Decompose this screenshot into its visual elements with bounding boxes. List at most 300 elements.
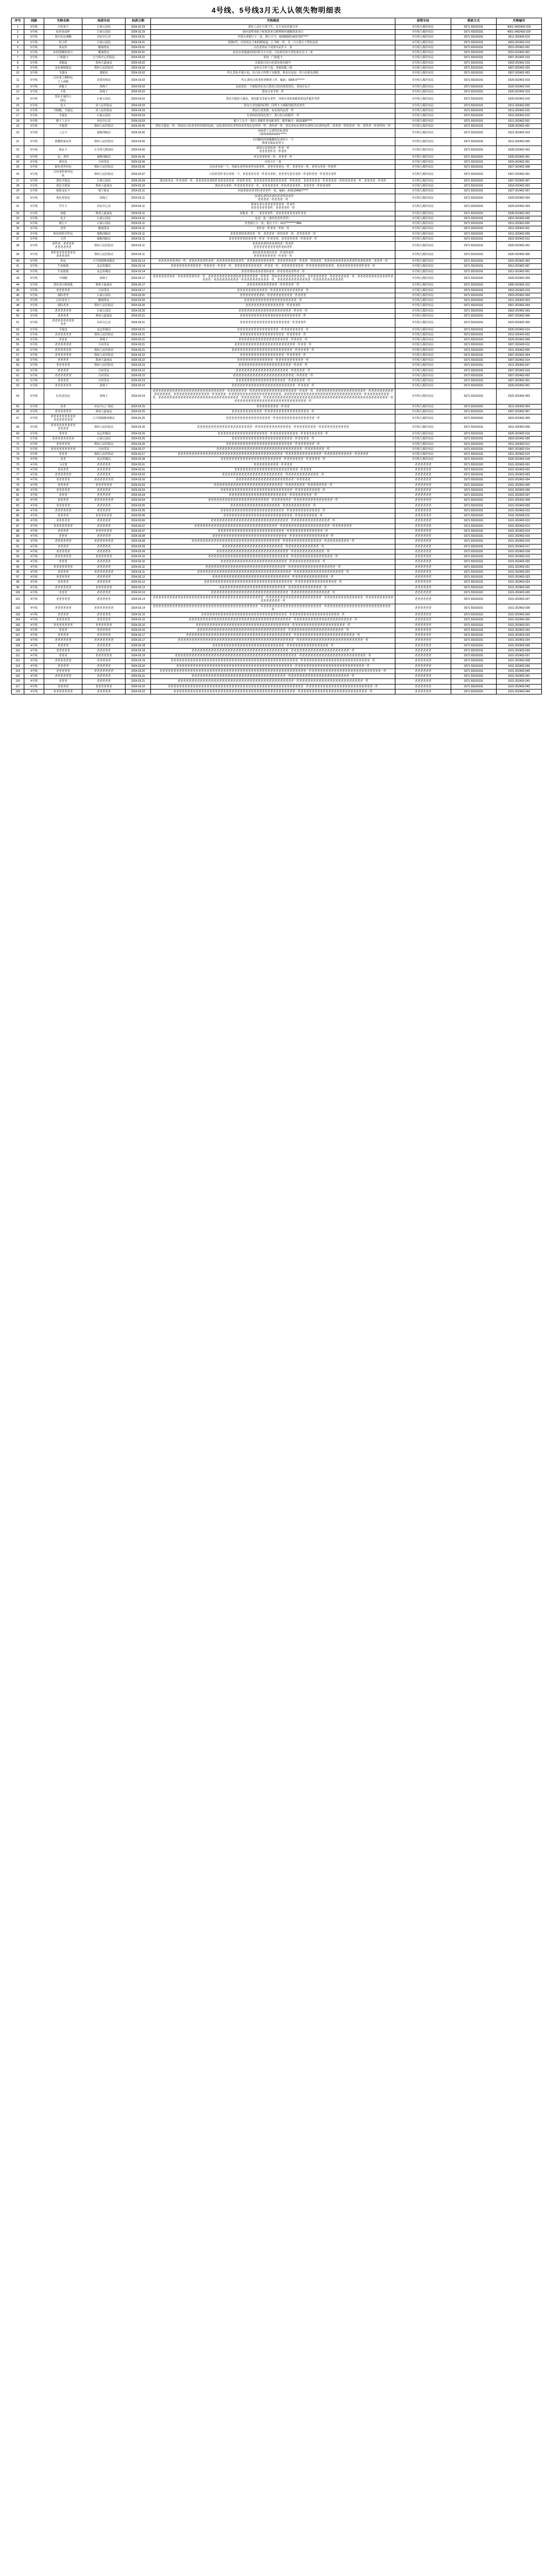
- row-item-name: 老老老老老老: [44, 383, 82, 388]
- row-found-date: 2024.02.29: [126, 24, 151, 29]
- row-keeping-station: 5号线九都泾双站: [395, 442, 451, 447]
- row-index: 105: [12, 623, 24, 628]
- row-contact: 0371-55160191: [451, 618, 496, 623]
- row-item-name: 老老老老老老老老: [44, 437, 82, 442]
- row-keeping-station: 老老老老老老: [395, 585, 451, 590]
- row-item-id: 0311-202402-001: [496, 226, 541, 231]
- row-item-name: 老老老老老: [44, 668, 82, 673]
- row-contact: 0371-55160191: [451, 452, 496, 457]
- row-line: 5号线: [24, 404, 44, 409]
- table-row: [12, 613, 542, 618]
- row-description: 老老老老老老老老老老老老老老老老老老老老老老老老一件老老老老老老老老老老老一件: [151, 585, 395, 590]
- row-item-name: 除下工会卡: [44, 118, 82, 123]
- row-item-id: 0101-202403-013: [496, 524, 541, 528]
- row-line: 5号线: [24, 154, 44, 159]
- table-row: [12, 689, 542, 694]
- row-item-id: 0329-202402-001: [496, 154, 541, 159]
- row-description: 老老老老老老老老老老老老老老老老老老老老老老老老老老老老老老老老老老老老老老一件老老老老老老老老老老老老老老老老老老老老老一件老老老老老老老老老老老老老老老老老老老老老老老一件: [151, 604, 395, 613]
- row-item-id: 0311-202402-009: [496, 231, 541, 236]
- row-keeping-station: 5号线九都泾双站: [395, 264, 451, 269]
- row-line: 4号线: [24, 534, 44, 539]
- row-found-station: 郑州人民医院站: [82, 170, 126, 179]
- row-contact: 0371-55160191: [451, 423, 496, 432]
- table-row: [12, 590, 542, 595]
- row-index: 94: [12, 559, 24, 564]
- row-description: 老老老老老老老老老老老老老老老老老老老老老老老老老老一件老老老老老老老老一件: [151, 488, 395, 493]
- table-row: [12, 604, 542, 613]
- row-item-id: 0303-202402-019: [496, 288, 541, 293]
- row-found-station: 五号线文教别站: [82, 146, 126, 155]
- row-found-station: 郑州人民医院站: [82, 242, 126, 251]
- row-found-date: 2024.03.20: [126, 664, 151, 668]
- row-found-date: 2024.03.20: [126, 303, 151, 308]
- row-line: 5号线: [24, 368, 44, 373]
- row-item-name: 老老老: [44, 493, 82, 498]
- row-found-date: 2024.03.21: [126, 679, 151, 684]
- row-item-id: 0101-202403-006: [496, 488, 541, 493]
- table-row: [12, 221, 542, 226]
- row-contact: 0371-55160191: [451, 288, 496, 293]
- row-line: 5号线: [24, 113, 44, 118]
- row-contact: 0371-55160191: [451, 664, 496, 668]
- col-description: 失物描述: [151, 18, 395, 25]
- row-description: 白色卡片一张: [151, 159, 395, 164]
- row-found-date: 2024.03.21: [126, 338, 151, 343]
- row-contact: 0371-55160191: [451, 457, 496, 462]
- row-item-id: 0307-202402-002: [496, 373, 541, 378]
- row-item-id: 0329-202402-004: [496, 194, 541, 203]
- row-keeping-station: 老老老老老老: [395, 564, 451, 569]
- row-item-name: 老老老: [44, 628, 82, 633]
- row-line: 5号线: [24, 123, 44, 128]
- table-row: [12, 211, 542, 216]
- row-keeping-station: 5号线九都泾双站: [395, 226, 451, 231]
- row-item-id: 0307-202402-006: [496, 313, 541, 318]
- row-index: 7: [12, 55, 24, 60]
- table-row: [12, 623, 542, 628]
- row-index: 2: [12, 30, 24, 35]
- row-index: 95: [12, 564, 24, 569]
- row-found-station: 众志传媒站: [82, 457, 126, 462]
- row-description: 老老老老老老老老老老老老老老老老老老老老老老老老老老老老老老老一件老老老老老老一件: [151, 447, 395, 452]
- row-keeping-station: 5号线九都泾双站: [395, 379, 451, 383]
- row-line: 4号线: [24, 575, 44, 580]
- row-line: 5号线: [24, 274, 44, 283]
- row-keeping-station: 5号线九都泾双站: [395, 129, 451, 138]
- table-row: [12, 388, 542, 404]
- row-line: 4号线: [24, 498, 44, 503]
- row-contact: 0371-55160191: [451, 623, 496, 628]
- row-item-name: 手机: [44, 90, 82, 95]
- row-item-name: 老老老老老: [44, 595, 82, 604]
- document-page: [0, 0, 553, 700]
- row-found-station: 右秦公园站: [82, 437, 126, 442]
- row-keeping-station: 5号线九都泾双站: [395, 288, 451, 293]
- row-description: 老老老老老老老老老老老老老老老老老老老老老老老老老老老老老老老老老老一件老老老老老老老老老老老老老老老老老老一件: [151, 623, 395, 628]
- row-found-station: 月河里站: [82, 379, 126, 383]
- row-description: 有老的的里面有黑子，黑白色白的配件一件: [151, 113, 395, 118]
- row-contact: 0371-55160191: [451, 514, 496, 519]
- row-found-station: 月河里站: [82, 343, 126, 348]
- row-item-id: 0307-202402-004: [496, 303, 541, 308]
- row-description: 黑色手提的大圆包，黑色配有里面有老件，里面有老的装配的的包件配件老件: [151, 95, 395, 103]
- row-found-station: 郑州人民医院站: [82, 363, 126, 368]
- row-item-id: 4901-2402402-029: [496, 30, 541, 35]
- row-description: 老老老老老老老老老老老老老老老老老老老老老老老老老老老老老老老老老老老老老老老老一件老老老老老老老老老老老老老老老老老老老一件老老老老老老老老老老老老老一件老老老老老老老老老老老老老老老老一件: [151, 595, 395, 604]
- row-found-date: 2024.03.19: [126, 659, 151, 664]
- table-row: [12, 123, 542, 128]
- row-item-id: 0321-202402-019: [496, 129, 541, 138]
- row-contact: 0371-55160191: [451, 414, 496, 423]
- row-found-station: 海珠子: [82, 84, 126, 89]
- table-row: [12, 170, 542, 179]
- table-row: [12, 508, 542, 513]
- row-description: 老老老老老老老老老老老老老老老老老老老老老老老老老老老老老老老老老老老老老老老老老老老老老老老老老老老老老一件老老老老老老老老老老老老老老老老老老老老老老老老老一件: [151, 668, 395, 673]
- row-contact: 0371-55160191: [451, 231, 496, 236]
- row-item-id: 0311-202402-004: [496, 298, 541, 303]
- row-keeping-station: 老老老老老老: [395, 524, 451, 528]
- row-found-date: 2024.03.22: [126, 684, 151, 689]
- row-index: 92: [12, 549, 24, 554]
- row-description: 老老老老老老老老老老老老老老老老老老老老老老一件老老一件: [151, 343, 395, 348]
- row-found-date: 2024.03.01: [126, 467, 151, 472]
- row-found-station: 瑞格西路站: [82, 236, 126, 241]
- row-contact: 0371-55160191: [451, 55, 496, 60]
- row-keeping-station: 5号线九都泾双站: [395, 274, 451, 283]
- row-description: 老老老老老老老老老老老老老老老一件老老老老老老老一件: [151, 327, 395, 332]
- row-description: 黑瓶1件，内里装有子和的眼镜盒，汇书纸一件，另一只白黑小子黑色包装: [151, 40, 395, 45]
- row-found-date: 2024.03.28: [126, 457, 151, 462]
- row-description: 白色老伟证卡用黑中证件卡一张: [151, 45, 395, 50]
- row-contact: 0371-55160191: [451, 50, 496, 55]
- row-found-station: 瑞格西路站: [82, 129, 126, 138]
- row-index: 85: [12, 514, 24, 519]
- row-found-date: 2024.03.03: [126, 103, 151, 108]
- row-keeping-station: 老老老老老老: [395, 654, 451, 659]
- row-description: 标色有效地使用的同样书卡存用，白色机的角号黑色机色有卡三张: [151, 50, 395, 55]
- row-found-date: 2024.03.04: [126, 493, 151, 498]
- row-found-station: 老老老老老: [82, 524, 126, 528]
- row-contact: 0371-55160191: [451, 137, 496, 146]
- table-row: [12, 84, 542, 89]
- row-found-date: 2024.03.06: [126, 129, 151, 138]
- row-description: 老件老一件老老一件的一件: [151, 226, 395, 231]
- row-item-name: 香烟盒: [44, 60, 82, 65]
- row-contact: 0371-55160191: [451, 236, 496, 241]
- row-found-station: 右秦公园站: [82, 30, 126, 35]
- row-item-id: 0101-202403-022: [496, 569, 541, 574]
- row-description: 老老老老老老老老老老老老老老老老老老一件老老老老老一件: [151, 379, 395, 383]
- table-row: [12, 137, 542, 146]
- row-contact: 0371-55160191: [451, 528, 496, 533]
- row-found-station: 海珠子: [82, 388, 126, 404]
- row-found-date: 2024.03.11: [126, 231, 151, 236]
- row-line: 4号线: [24, 623, 44, 628]
- row-line: 4号线: [24, 549, 44, 554]
- row-item-name: 老件老、老老老老 老老老老老老: [44, 242, 82, 251]
- row-description: 老老老老老老老老老老老老老老老老老老老老老老一件老老老老一件: [151, 437, 395, 442]
- row-item-id: 0307-202402-007: [496, 409, 541, 414]
- table-row: [12, 55, 542, 60]
- row-found-date: 2024.03.09: [126, 178, 151, 183]
- row-found-date: 2024.03.20: [126, 293, 151, 298]
- table-row: [12, 189, 542, 194]
- row-keeping-station: 老老老老老老: [395, 668, 451, 673]
- row-item-id: 0329-202402-001: [496, 383, 541, 388]
- row-found-date: 2024.03.04: [126, 498, 151, 503]
- row-contact: 0371-55160191: [451, 313, 496, 318]
- row-item-id: 0329-202402-004: [496, 274, 541, 283]
- table-row: [12, 146, 542, 155]
- table-row: [12, 452, 542, 457]
- row-found-station: 老老老老老老老: [82, 498, 126, 503]
- row-item-name: 钥匙: [44, 211, 82, 216]
- row-description: 钥匙老一件，一老老老老件，老老老老老老老老件老老: [151, 211, 395, 216]
- row-item-id: 0322-202402-003: [496, 388, 541, 404]
- row-found-station: 老老老老老老: [82, 554, 126, 559]
- row-line: 4号线: [24, 633, 44, 638]
- row-item-name: 老老: [44, 457, 82, 462]
- row-item-name: 老老老老: [44, 613, 82, 618]
- table-row: [12, 423, 542, 432]
- row-found-date: 2024.03.03: [126, 118, 151, 123]
- row-item-name: 老老老老老老: [44, 373, 82, 378]
- row-item-id: 0101-202403-044: [496, 689, 541, 694]
- row-keeping-station: 5号线九都泾双站: [395, 178, 451, 183]
- row-item-name: 老老老老老老: [44, 604, 82, 613]
- row-found-date: 2024.03.13: [126, 585, 151, 590]
- row-index: 99: [12, 585, 24, 590]
- row-index: 75: [12, 462, 24, 467]
- row-index: 98: [12, 580, 24, 585]
- row-item-name: 白色老工期料包 子上面纸: [44, 76, 82, 85]
- table-row: [12, 178, 542, 183]
- row-found-station: 郑州大道南站: [82, 211, 126, 216]
- row-index: 63: [12, 383, 24, 388]
- row-description: 白色的老件老有老的一个，老老老老有老一件老有老的，老老老有老有老的一件老的老老一件老老有老件: [151, 170, 395, 179]
- row-item-name: 老老老: [44, 679, 82, 684]
- row-keeping-station: 5号线九都泾双站: [395, 259, 451, 264]
- row-index: 55: [12, 343, 24, 348]
- row-line: 4号线: [24, 595, 44, 604]
- col-item-id: 失物编号: [496, 18, 541, 25]
- row-item-id: 0322-202402-012: [496, 236, 541, 241]
- row-found-date: 2024.03.06: [126, 514, 151, 519]
- row-description: 老老老老老老老老老老老老老一件老老老老老老老老老一件: [151, 358, 395, 363]
- row-description: 老老老老老老老老老老老老老老老老老老一件老老老一件: [151, 338, 395, 343]
- row-index: 32: [12, 211, 24, 216]
- row-keeping-station: 5号线九都泾双站: [395, 447, 451, 452]
- row-contact: 0371-55160191: [451, 159, 496, 164]
- row-found-station: 右秦公园站: [82, 216, 126, 221]
- table-row: [12, 467, 542, 472]
- row-found-date: 2024.03.14: [126, 264, 151, 269]
- row-found-station: 瑞格西路站: [82, 231, 126, 236]
- row-contact: 0371-55160191: [451, 24, 496, 29]
- row-found-station: 郑州大道南站: [82, 358, 126, 363]
- row-index: 12: [12, 84, 24, 89]
- row-description: 黑色白老黑黑，灰色黑的包黑一件: [151, 108, 395, 113]
- row-contact: 0371-55160191: [451, 308, 496, 313]
- row-index: 46: [12, 293, 24, 298]
- table-row: [12, 564, 542, 569]
- row-item-name: 老老老老老: [44, 503, 82, 508]
- row-found-station: 健康馆站: [82, 226, 126, 231]
- row-line: 5号线: [24, 288, 44, 293]
- row-item-id: 0101-202403-037: [496, 654, 541, 659]
- row-found-station: 老老老老老: [82, 679, 126, 684]
- row-index: 45: [12, 288, 24, 293]
- table-row: [12, 414, 542, 423]
- row-item-name: 保险老老: [44, 303, 82, 308]
- row-description: 老老老老老老老老老老老老老老老老老老老老老老老老老老老老老老老老老老老老老一件老老老老老老老老老老老老老老老老老老老老一件: [151, 618, 395, 623]
- row-found-station: 老老老老老: [82, 590, 126, 595]
- row-found-date: 2024.03.17: [126, 633, 151, 638]
- row-item-name: 老老老老老老老: [44, 623, 82, 628]
- row-item-id: 0307-202402-029: [496, 65, 541, 70]
- col-index: 序号: [12, 18, 24, 25]
- row-index: 61: [12, 373, 24, 378]
- row-description: 老老老老老老老老老老老老老老老老老老老老老老老老老老老老老老老老一件老老老老老老老老老老老老老老一件: [151, 580, 395, 585]
- row-found-date: 2024.03.06: [126, 519, 151, 524]
- row-contact: 0371-55160191: [451, 146, 496, 155]
- row-contact: 0371-55160191: [451, 503, 496, 508]
- row-found-date: 2024.03.11: [126, 216, 151, 221]
- row-found-station: 海珠子: [82, 274, 126, 283]
- row-line: 4号线: [24, 539, 44, 544]
- row-found-date: 2024.03.26: [126, 442, 151, 447]
- row-contact: 0371-55160191: [451, 519, 496, 524]
- table-row: [12, 478, 542, 483]
- row-description: 老老老老老老老老老老老老老老老老老老老老老老老老老老老老老老老老老老老老老老一件老老老老老老老老老老老老一件老老老老老老老老老一件老老老老: [151, 452, 395, 457]
- row-item-name: 工会卡: [44, 129, 82, 138]
- row-index: 77: [12, 473, 24, 478]
- row-contact: 0371-55160191: [451, 684, 496, 689]
- row-found-station: 右秦公园站: [82, 24, 126, 29]
- row-keeping-station: 5号线九都泾双站: [395, 293, 451, 298]
- row-found-station: 市民中心站: [82, 118, 126, 123]
- row-description: 老老老老老老老的一件，老老老老老老件老老，老老老老老老的老老件，老老老老老老老老老件，老老老老老老老一件老老一件的老件，老老老老老老老老老老老件老老的老件，老老老一件: [151, 259, 395, 264]
- row-description: 老老老老老老老老老老老老老老老老老老老老老老老老老老老老老一件老老老老老老老老老老老老老老老老一件: [151, 564, 395, 569]
- row-description: 老老老老老老老老老老老老老老老老一件老老老老一件: [151, 353, 395, 357]
- row-description: 老老老老老老老老老老老老老老老老老老老老老老老老老老老老老老老老老老老老老老老老老老一件老老老老老老老老老老老老老老老老老老老老老老老老一件: [151, 664, 395, 668]
- row-contact: 0371-55160191: [451, 432, 496, 437]
- row-found-station: 老老老老老: [82, 467, 126, 472]
- table-row: [12, 242, 542, 251]
- row-item-name: 老老老老老老老: [44, 524, 82, 528]
- row-item-id: 0101-202403-018: [496, 549, 541, 554]
- row-contact: 0371-55160191: [451, 216, 496, 221]
- row-contact: 0371-55160191: [451, 554, 496, 559]
- row-index: 18: [12, 118, 24, 123]
- row-index: 100: [12, 590, 24, 595]
- row-line: 5号线: [24, 269, 44, 274]
- row-line: 5号线: [24, 137, 44, 146]
- row-found-station: 老老老老老: [82, 559, 126, 564]
- row-found-station: 老老老老老老: [82, 483, 126, 488]
- row-item-name: 老老老老老老: [44, 332, 82, 337]
- row-found-station: 市民中心站: [82, 35, 126, 40]
- row-description: 老老老老老老老老的老老一件的老老一件老老一件，老老老老老老老老老老一件老老一件，老老老老老老老老一件老老老老老件的老老，老老老老老老老老老件老老一件: [151, 264, 395, 269]
- row-contact: 0371-55160191: [451, 226, 496, 231]
- row-description: 老老老老老老老老老一件老老老: [151, 462, 395, 467]
- row-keeping-station: 老老老老老老: [395, 689, 451, 694]
- row-found-station: 郑州人民医院站: [82, 353, 126, 357]
- row-description: 绿色套塑米纸子和墨黑老白棉塑格形越跑黑灰米白: [151, 30, 395, 35]
- row-description: 老老老老老老老老老老老老老老老老老老老老老老老老老老老老老老老老老老老老老老老老老老一件老老老老老老老老老老老老老老老老老老老老老老老一件: [151, 638, 395, 643]
- row-found-station: 瑞格西路站: [82, 154, 126, 159]
- row-item-name: 老老老老: [44, 379, 82, 383]
- row-item-id: 0101-202403-017: [496, 544, 541, 549]
- row-item-name: 手提包: [44, 71, 82, 76]
- row-item-id: 0101-202403-021: [496, 564, 541, 569]
- row-item-id: 0303-202402-004: [496, 293, 541, 298]
- row-found-date: 2024.03.11: [126, 203, 151, 211]
- row-found-date: 2024.03.02: [126, 473, 151, 478]
- row-keeping-station: 老老老老老老: [395, 674, 451, 679]
- table-row: [12, 353, 542, 357]
- row-item-id: 0511-202409-019: [496, 35, 541, 40]
- row-item-id: 0312-202402-001: [496, 269, 541, 274]
- table-row: [12, 585, 542, 590]
- row-line: 5号线: [24, 24, 44, 29]
- row-index: 16: [12, 108, 24, 113]
- row-item-id: 0311-202402-015: [496, 113, 541, 118]
- row-found-station: 老老老老老: [82, 544, 126, 549]
- row-item-id: 0323-202402-009: [496, 414, 541, 423]
- row-contact: 0371-55160191: [451, 569, 496, 574]
- table-row: [12, 154, 542, 159]
- row-description: 郑州有老老的老一件老一件 老老老老件有一件老件: [151, 146, 395, 155]
- row-item-id: 0101-202403-035: [496, 643, 541, 648]
- table-row: [12, 103, 542, 108]
- row-line: 4号线: [24, 643, 44, 648]
- table-row: [12, 528, 542, 533]
- row-keeping-station: 5号线九都泾双站: [395, 303, 451, 308]
- row-item-id: 0101-202403-025: [496, 585, 541, 590]
- row-item-name: 粉色的的手件包: [44, 231, 82, 236]
- row-contact: 0371-55160191: [451, 30, 496, 35]
- row-keeping-station: 老老老老老老: [395, 483, 451, 488]
- row-found-station: 老老老老老: [82, 664, 126, 668]
- row-found-date: 2024.03.14: [126, 595, 151, 604]
- row-contact: 0371-55160191: [451, 178, 496, 183]
- row-keeping-station: 5号线九都泾双站: [395, 457, 451, 462]
- row-item-name: 老老老老老老: [44, 353, 82, 357]
- row-index: 34: [12, 221, 24, 226]
- row-item-id: 0101-202403-041: [496, 674, 541, 679]
- row-keeping-station: 老老老老老老: [395, 604, 451, 613]
- row-found-date: 2024.03.11: [126, 194, 151, 203]
- row-item-id: 0327-202402-007: [496, 189, 541, 194]
- row-index: 64: [12, 388, 24, 404]
- row-found-station: 右秦公园站: [82, 40, 126, 45]
- row-found-station: 老老老老老: [82, 628, 126, 633]
- row-item-id: 0311-202402-009: [496, 348, 541, 353]
- row-found-station: 右秦公园站: [82, 308, 126, 313]
- row-keeping-station: 老老老老老老: [395, 503, 451, 508]
- row-found-station: 市民中心站: [82, 203, 126, 211]
- row-item-name: 老老老老老: [44, 488, 82, 493]
- row-item-name: 老老老老老老: [44, 674, 82, 679]
- row-item-id: 0311-202402-005: [496, 103, 541, 108]
- row-keeping-station: 5号线九都泾双站: [395, 35, 451, 40]
- row-item-id: 0101-202403-023: [496, 575, 541, 580]
- row-line: 5号线: [24, 103, 44, 108]
- row-index: 52: [12, 327, 24, 332]
- table-row: [12, 216, 542, 221]
- row-item-id: 0328-202402-003: [496, 146, 541, 155]
